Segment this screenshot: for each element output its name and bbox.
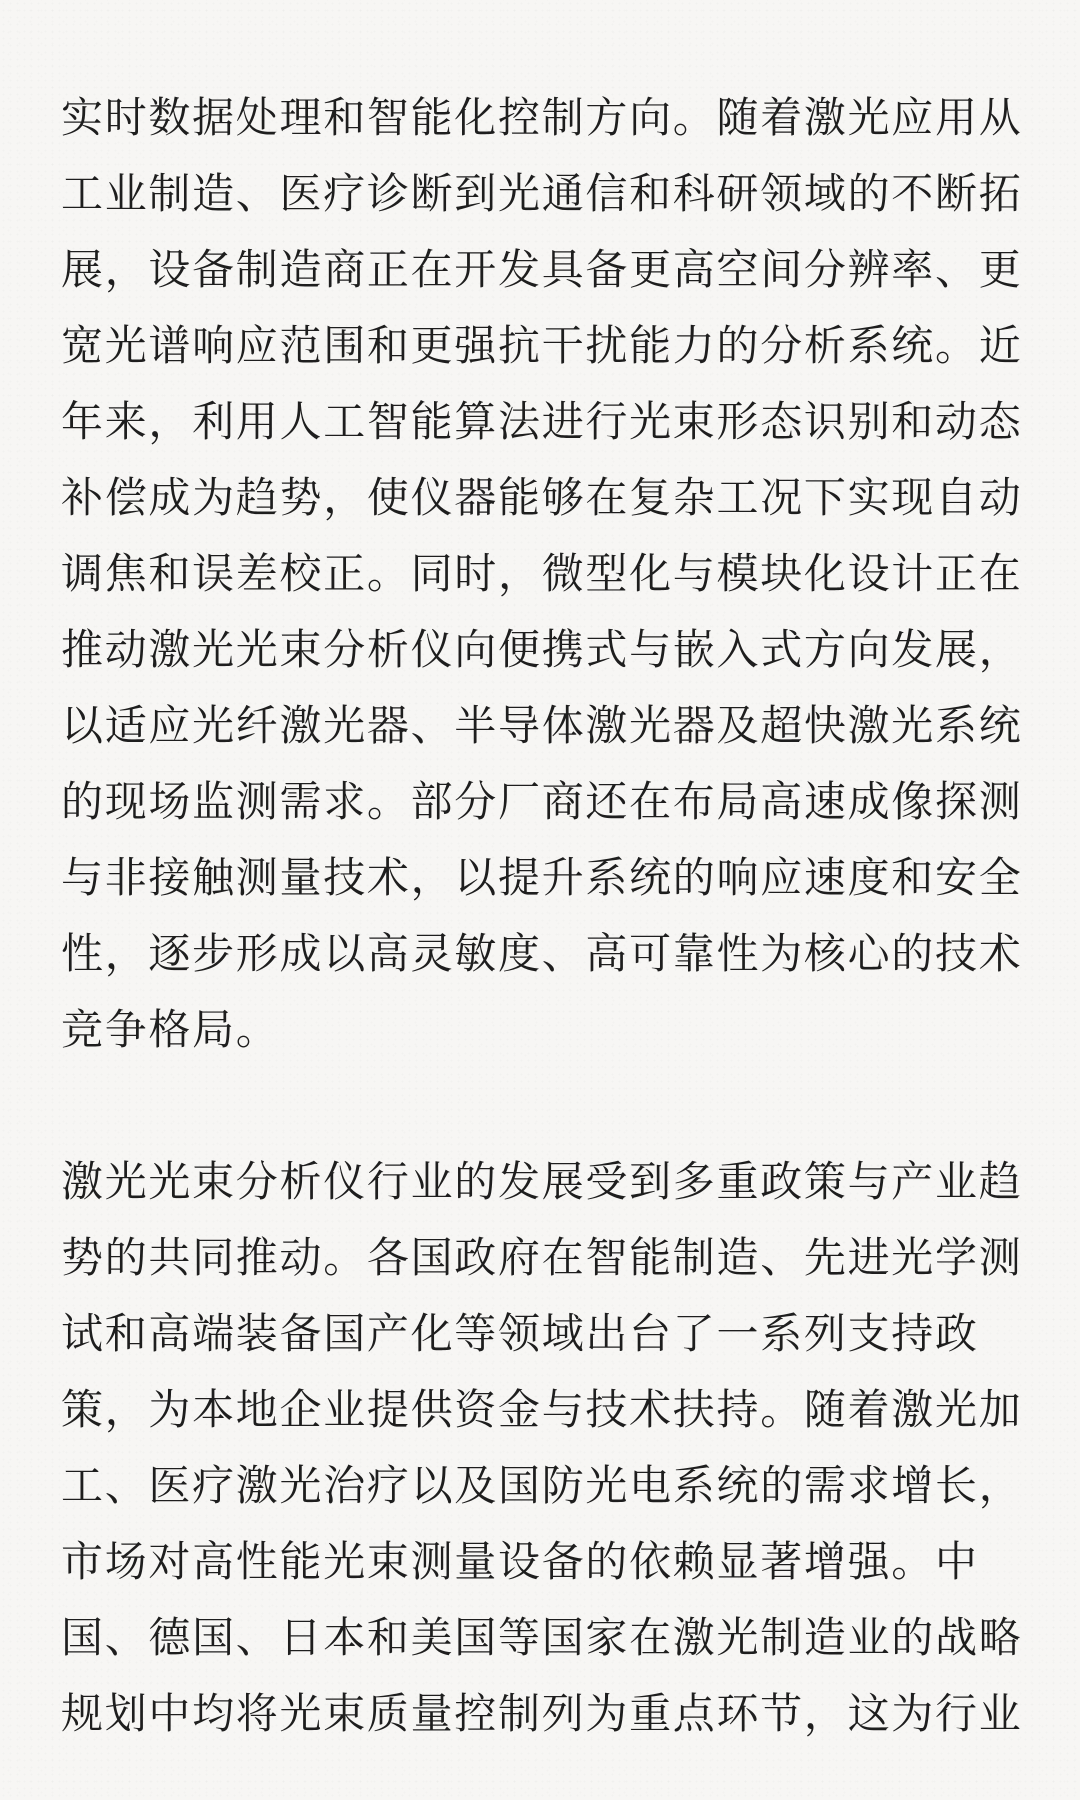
paragraph-technology-trends (61, 80, 1023, 1068)
text-line: 策，为本地企业提供资金与技术扶持。随着激光加 (61, 1385, 1023, 1434)
paragraph-spacer (61, 1068, 1020, 1144)
text-line: 竞争格局。 (61, 1005, 280, 1054)
text-line: 实时数据处理和智能化控制方向。随着激光应用从 (61, 93, 1023, 142)
text-line: 展，设备制造商正在开发具备更高空间分辨率、更 (61, 245, 1023, 294)
text-line: 的现场监测需求。部分厂商还在布局高速成像探测 (61, 777, 1023, 826)
text-line: 规划中均将光束质量控制列为重点环节，这为行业 (61, 1689, 1023, 1738)
text-line: 工业制造、医疗诊断到光通信和科研领域的不断拓 (61, 169, 1023, 218)
text-line: 国、德国、日本和美国等国家在激光制造业的战略 (61, 1613, 1023, 1662)
text-line: 以适应光纤激光器、半导体激光器及超快激光系统 (61, 701, 1023, 750)
text-line: 激光光束分析仪行业的发展受到多重政策与产业趋 (61, 1157, 1023, 1206)
text-line: 市场对高性能光束测量设备的依赖显著增强。中 (61, 1537, 979, 1586)
text-line: 势的共同推动。各国政府在智能制造、先进光学测 (61, 1233, 1023, 1282)
text-line: 工、医疗激光治疗以及国防光电系统的需求增长， (61, 1461, 1023, 1510)
text-line: 性，逐步形成以高灵敏度、高可靠性为核心的技术 (61, 929, 1023, 978)
text-line: 补偿成为趋势，使仪器能够在复杂工况下实现自动 (61, 473, 1023, 522)
text-line: 年来，利用人工智能算法进行光束形态识别和动态 (61, 397, 1023, 446)
text-line: 与非接触测量技术，以提升系统的响应速度和安全 (61, 853, 1023, 902)
text-line: 调焦和误差校正。同时，微型化与模块化设计正在 (61, 549, 1023, 598)
paragraph-policy-drivers (61, 1144, 1023, 1752)
text-line: 试和高端装备国产化等领域出台了一系列支持政 (61, 1309, 979, 1358)
text-line: 推动激光光束分析仪向便携式与嵌入式方向发展， (61, 625, 1023, 674)
text-line: 宽光谱响应范围和更强抗干扰能力的分析系统。近 (61, 321, 1023, 370)
